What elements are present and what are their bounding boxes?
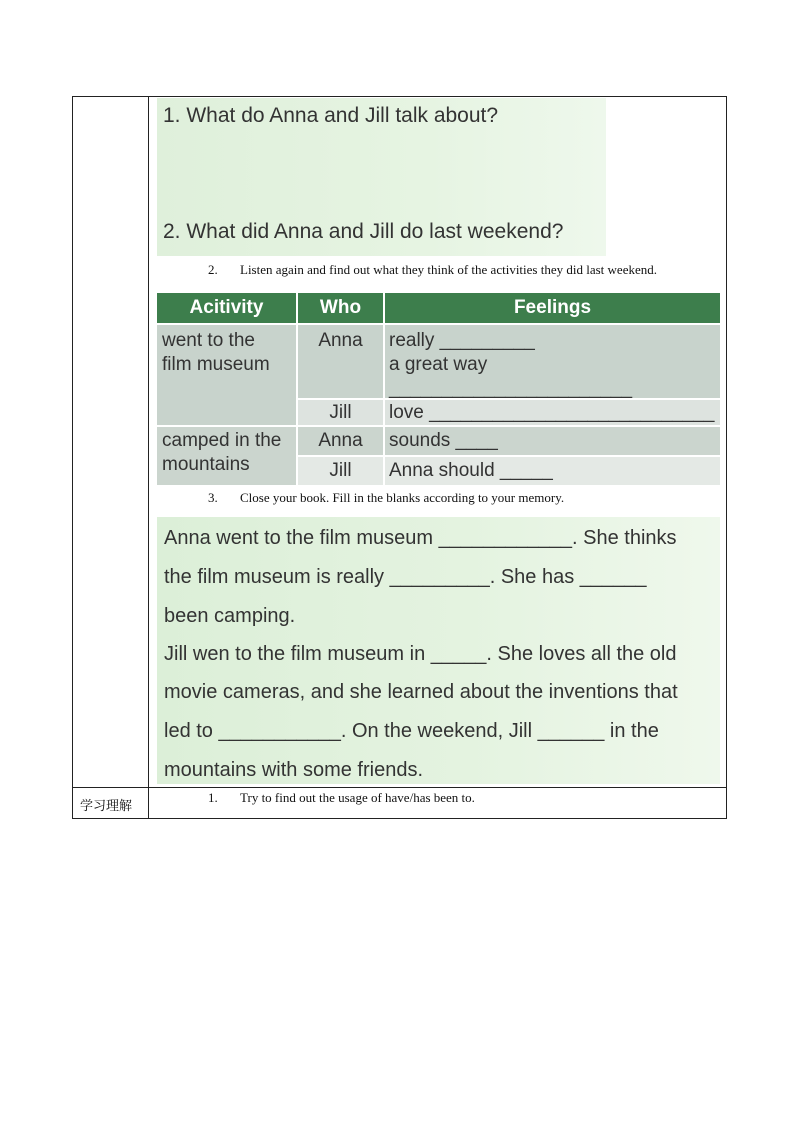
row-label-learning: 学习理解 bbox=[80, 799, 133, 814]
feelings-cell-4: Anna should _____ bbox=[385, 457, 720, 485]
who-cell-4: Jill bbox=[298, 457, 383, 485]
header-activity: Acitivity bbox=[157, 293, 296, 323]
feelings-table bbox=[157, 293, 720, 487]
header-feelings: Feelings bbox=[385, 293, 720, 323]
instruction-number: 3. bbox=[208, 490, 218, 505]
question-1: 1. What do Anna and Jill talk about? bbox=[163, 104, 499, 127]
feeling-anna-1: really _________ bbox=[389, 330, 535, 351]
passage-line-3: been camping. bbox=[164, 605, 296, 627]
questions-panel bbox=[157, 98, 606, 256]
passage-line-4: Jill wen to the film museum in _____. She loves all the old bbox=[164, 643, 677, 665]
instruction-number: 1. bbox=[208, 790, 218, 805]
instruction-number: 2. bbox=[208, 262, 218, 277]
fill-in-passage bbox=[157, 517, 720, 784]
passage-line-2: the film museum is really _________. She has ______ bbox=[164, 566, 647, 588]
instruction-text: Close your book. Fill in the blanks according to your memory. bbox=[240, 490, 565, 505]
feelings-cell-2: love ___________________________ bbox=[385, 400, 720, 425]
activity-1-line-1: went to the bbox=[162, 330, 255, 351]
who-cell-3: Anna bbox=[298, 427, 383, 455]
passage-line-5: movie cameras, and she learned about the inventions that bbox=[164, 681, 678, 703]
activity-cell-1 bbox=[157, 325, 296, 425]
instruction-text: Listen again and find out what they think of the activities they did last weekend. bbox=[240, 262, 657, 277]
instruction-text: Try to find out the usage of have/has been to. bbox=[240, 790, 475, 805]
activity-2-line-1: camped in the bbox=[162, 430, 282, 451]
question-2: 2. What did Anna and Jill do last weekend? bbox=[163, 220, 564, 243]
activity-2-line-2: mountains bbox=[162, 454, 250, 475]
activity-1-line-2: film museum bbox=[162, 354, 270, 375]
passage-line-6: led to ___________. On the weekend, Jill ______ in the bbox=[164, 720, 659, 742]
feelings-cell-3: sounds ____ bbox=[385, 427, 720, 455]
who-cell-2: Jill bbox=[298, 400, 383, 425]
passage-line-7: mountains with some friends. bbox=[164, 759, 424, 781]
column-divider bbox=[148, 96, 149, 819]
feeling-anna-2: a great way bbox=[389, 354, 488, 375]
header-who: Who bbox=[298, 293, 383, 323]
row-divider bbox=[72, 787, 727, 788]
feelings-cell-1 bbox=[385, 325, 720, 398]
activity-cell-2 bbox=[157, 427, 296, 485]
feeling-anna-3: _______________________ bbox=[389, 378, 633, 399]
passage-line-1: Anna went to the film museum ____________. She thinks bbox=[164, 527, 677, 549]
who-cell-1: Anna bbox=[298, 325, 383, 398]
